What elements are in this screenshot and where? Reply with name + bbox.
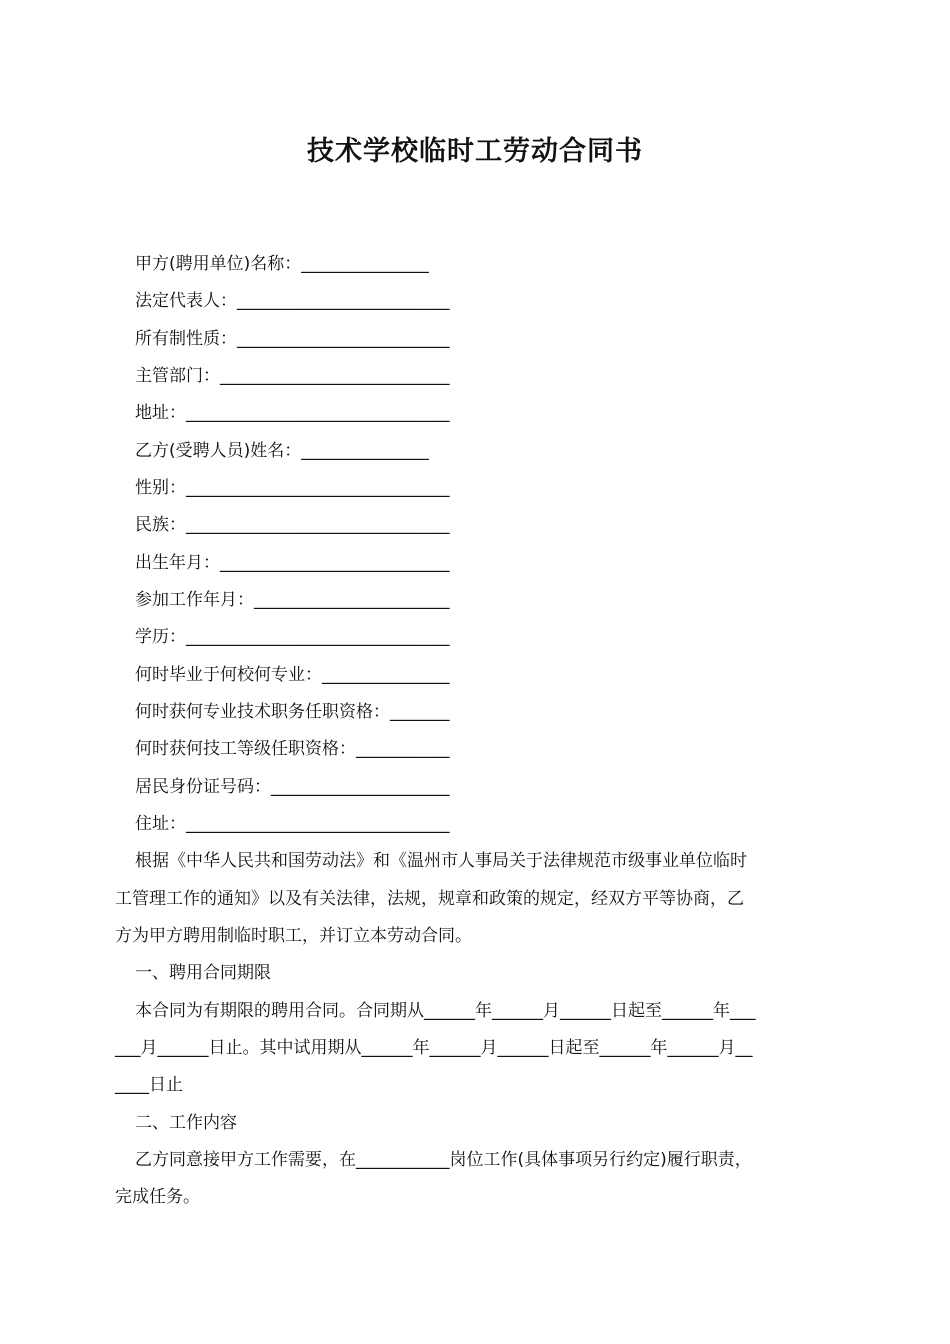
section-heading-work: 二、工作内容 (135, 1113, 237, 1133)
field-graduation: 何时毕业于何校何专业：_______________ (135, 665, 450, 685)
field-address: 地址：_______________________________ (135, 403, 450, 423)
preamble-line: 根据《中华人民共和国劳动法》和《温州市人事局关于法律规范市级事业单位临时 (135, 851, 747, 871)
field-legal-representative: 法定代表人：_________________________ (135, 291, 450, 311)
field-gender: 性别：_______________________________ (135, 478, 450, 498)
field-professional-qualification: 何时获何专业技术职务任职资格：_______ (135, 702, 450, 722)
field-work-start-date: 参加工作年月：_______________________ (135, 590, 450, 610)
section-term-line: ____日止 (115, 1075, 183, 1095)
field-ownership-nature: 所有制性质：_________________________ (135, 329, 450, 349)
field-id-number: 居民身份证号码：_____________________ (135, 777, 450, 797)
preamble-line: 方为甲方聘用制临时职工，并订立本劳动合同。 (115, 926, 472, 946)
page-title: 技术学校临时工劳动合同书 (307, 136, 643, 167)
section-heading-term: 一、聘用合同期限 (135, 963, 271, 983)
preamble-line: 工管理工作的通知》以及有关法律，法规，规章和政策的规定，经双方平等协商，乙 (115, 889, 744, 909)
field-residence: 住址：_______________________________ (135, 814, 450, 834)
section-term-line: ___月______日止。其中试用期从______年______月______日起至______年______月__ (115, 1038, 753, 1058)
section-work-line: 完成任务。 (115, 1187, 200, 1207)
field-ethnicity: 民族：_______________________________ (135, 515, 450, 535)
field-technical-grade: 何时获何技工等级任职资格：___________ (135, 739, 450, 759)
field-education: 学历：_______________________________ (135, 627, 450, 647)
section-work-line: 乙方同意接甲方工作需要，在___________岗位工作(具体事项另行约定)履行职责， (135, 1150, 752, 1170)
section-term-line: 本合同为有期限的聘用合同。合同期从______年______月______日起至______年___ (135, 1001, 756, 1021)
field-birth-date: 出生年月：___________________________ (135, 553, 450, 573)
field-party-b-name: 乙方(受聘人员)姓名：_______________ (135, 441, 429, 461)
field-supervising-department: 主管部门：___________________________ (135, 366, 450, 386)
field-party-a-name: 甲方(聘用单位)名称：_______________ (135, 254, 429, 274)
